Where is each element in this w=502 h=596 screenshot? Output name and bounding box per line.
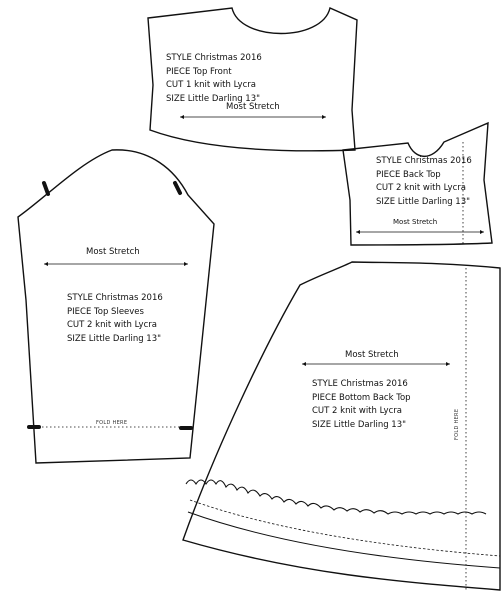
top-front-label	[166, 52, 262, 106]
top-front-piece: PIECE Top Front	[166, 66, 232, 77]
back-top-label	[376, 155, 472, 209]
top-sleeves-size: SIZE Little Darling 13"	[67, 333, 162, 344]
back-top-size: SIZE Little Darling 13"	[376, 196, 471, 207]
bottom-back-top-size: SIZE Little Darling 13"	[312, 419, 407, 430]
bottom-back-top-hem-line	[188, 512, 500, 568]
bottom-back-top-style: STYLE Christmas 2016	[312, 379, 408, 389]
top-front-size: SIZE Little Darling 13"	[166, 93, 261, 104]
top-sleeves-piece: PIECE Top Sleeves	[67, 306, 144, 317]
top-sleeves-fold-label: FOLD HERE	[96, 420, 128, 426]
top-sleeves-notch-right	[175, 183, 180, 193]
bottom-back-top-label	[312, 378, 411, 432]
back-top-style: STYLE Christmas 2016	[376, 156, 472, 166]
bottom-back-top-hem-dashes	[190, 500, 500, 556]
bottom-back-top-fold-label: FOLD HERE	[454, 408, 460, 440]
top-front-stretch-label: Most Stretch	[226, 102, 280, 112]
bottom-back-top-piece: PIECE Bottom Back Top	[312, 392, 411, 403]
back-top-piece: PIECE Back Top	[376, 169, 441, 180]
top-sleeves-cut: CUT 2 knit with Lycra	[67, 320, 157, 330]
top-front-cut: CUT 1 knit with Lycra	[166, 80, 256, 90]
back-top-stretch-label: Most Stretch	[393, 218, 438, 226]
top-sleeves-notch-left	[44, 183, 48, 194]
bottom-back-top-scallop-hem	[186, 480, 486, 514]
top-front-style: STYLE Christmas 2016	[166, 53, 262, 63]
top-sleeves-stretch-label: Most Stretch	[86, 247, 140, 257]
bottom-back-top-cut: CUT 2 knit with Lycra	[312, 406, 402, 416]
top-sleeves-style: STYLE Christmas 2016	[67, 293, 163, 303]
top-sleeves-label	[67, 292, 163, 346]
bottom-back-top-stretch-label: Most Stretch	[345, 350, 399, 360]
back-top-cut: CUT 2 knit with Lycra	[376, 183, 466, 193]
